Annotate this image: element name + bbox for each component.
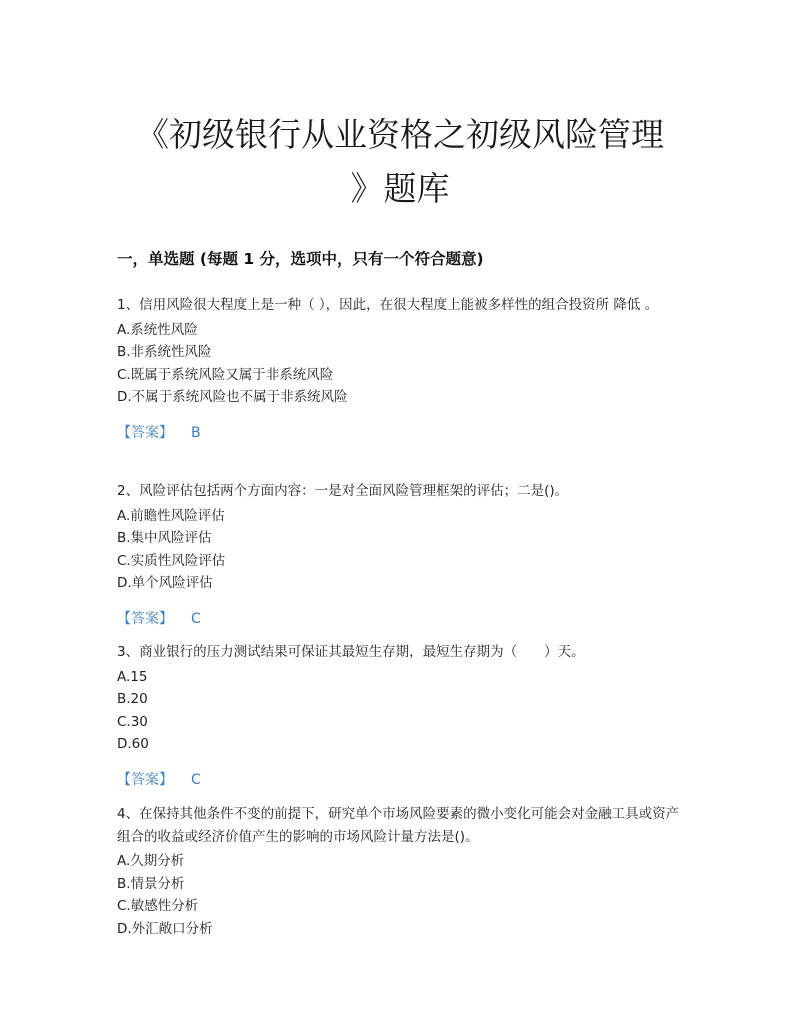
question-4 [117, 803, 687, 940]
option-c: C.30 [117, 713, 148, 730]
option-b: B.非系统性风险 [117, 344, 212, 360]
answer-label: 【答案】 [117, 610, 173, 627]
option-a: A.久期分析 [117, 853, 185, 869]
option-a: A.15 [117, 668, 148, 685]
document-title [100, 108, 700, 216]
answer-line [117, 609, 687, 629]
option-d: D.外汇敞口分析 [117, 920, 213, 937]
answer-line [117, 423, 687, 443]
answer-line [117, 770, 687, 790]
option-c: C.敏感性分析 [117, 898, 199, 914]
question-stem: 2、风险评估包括两个方面内容：一是对全面风险管理框架的评估；二是()。 [117, 483, 569, 499]
title-line-2: 》题库 [350, 169, 450, 208]
title-line-1: 《初级银行从业资格之初级风险管理 [136, 115, 664, 154]
question-1 [117, 294, 687, 443]
option-c: C.实质性风险评估 [117, 552, 226, 569]
option-d: D.单个风险评估 [117, 575, 213, 591]
option-d: D.不属于系统风险也不属于非系统风险 [117, 389, 348, 405]
option-a: A.前瞻性风险评估 [117, 507, 225, 524]
question-stem: 1、信用风险很大程度上是一种（ ），因此，在很大程度上能被多样性的组合投资所 降低 。 [117, 297, 659, 313]
question-2 [117, 480, 687, 629]
question-stem: 3、商业银行的压力测试结果可保证其最短生存期，最短生存期为（ ）天。 [117, 644, 585, 660]
option-c: C.既属于系统风险又属于非系统风险 [117, 366, 334, 383]
option-b: B.20 [117, 691, 148, 707]
answer-value: C [191, 610, 201, 627]
answer-value: C [191, 771, 201, 788]
answer-value: B [191, 424, 201, 441]
question-stem: 4、在保持其他条件不变的前提下，研究单个市场风险要素的微小变化可能会对金融工具或资产组合的收益或经济价值产生的影响的市场风险计量方法是()。 [117, 806, 680, 845]
answer-label: 【答案】 [117, 424, 173, 441]
option-b: B.情景分析 [117, 875, 185, 892]
option-a: A.系统性风险 [117, 321, 198, 338]
option-d: D.60 [117, 736, 149, 752]
question-3 [117, 641, 687, 790]
option-b: B.集中风险评估 [117, 530, 212, 546]
section-heading: 一，单选题 (每题 1 分，选项中，只有一个符合题意) [117, 250, 484, 268]
answer-label: 【答案】 [117, 771, 173, 788]
